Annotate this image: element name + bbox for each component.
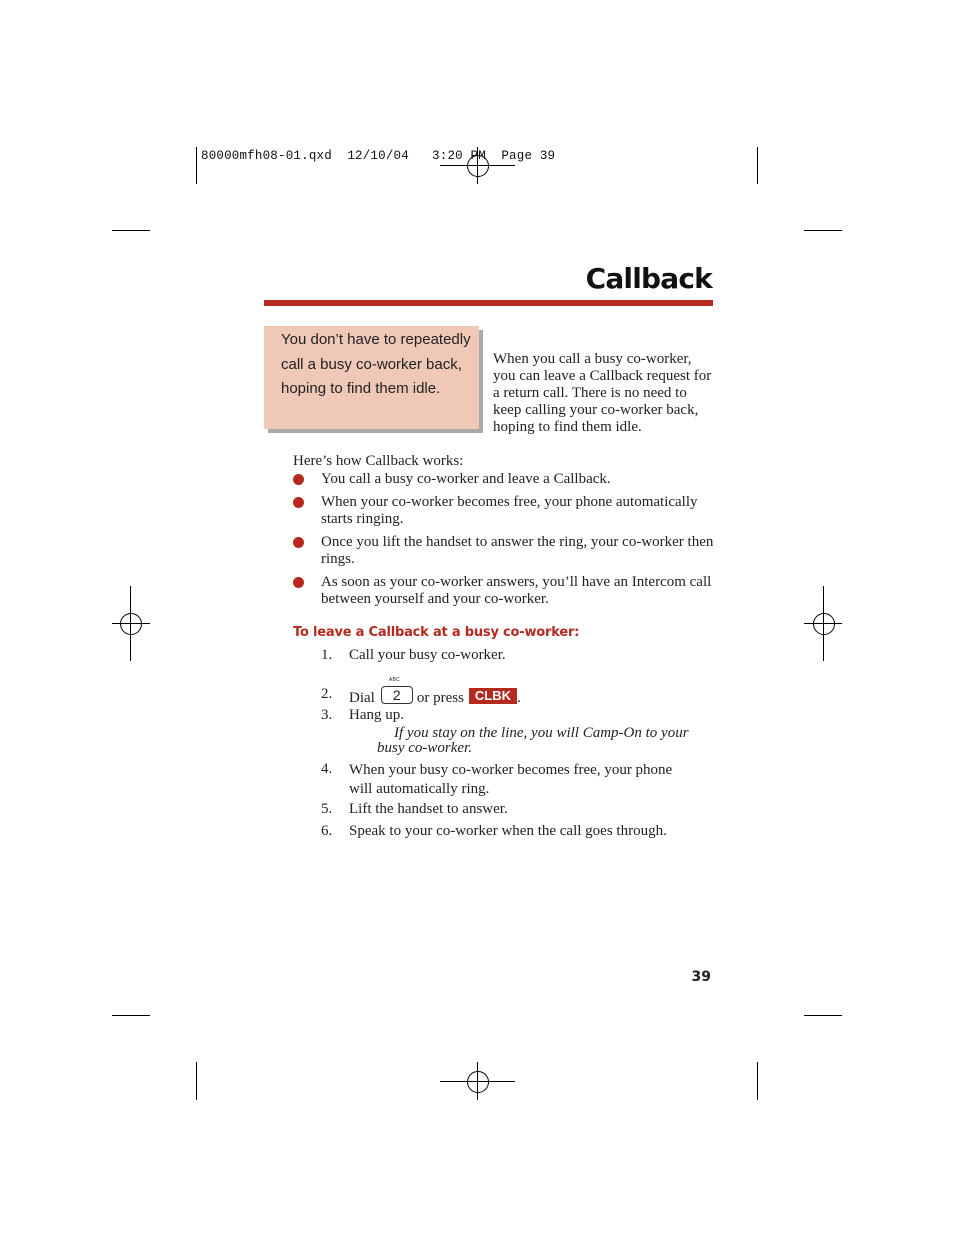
bullet-icon (293, 474, 304, 485)
bullet-icon (293, 577, 304, 588)
registration-mark (813, 613, 835, 635)
or-press-text: or press (416, 690, 464, 706)
crop-mark (757, 1062, 758, 1100)
crop-mark (757, 147, 758, 184)
crop-mark (804, 230, 842, 231)
crop-mark (196, 1062, 197, 1100)
step-5 (321, 801, 719, 818)
print-slug: 80000mfh08-01.qxd 12/10/04 3:20 PM Page 39 (201, 149, 556, 163)
registration-mark (120, 613, 142, 635)
step-2 (321, 677, 719, 707)
registration-mark (467, 1071, 489, 1093)
key-digit: 2 (392, 687, 401, 703)
crop-mark (112, 1015, 150, 1016)
page-number: 39 (691, 969, 711, 985)
list-item (293, 471, 718, 488)
bullet-icon (293, 497, 304, 508)
dial-text: Dial (349, 690, 375, 706)
bullet-text: As soon as your co-worker answers, you’ll have an Intercom call between yourself and your co-worker. (321, 574, 712, 607)
step-end: . (517, 690, 521, 706)
howto-label: Here’s how Callback works: (293, 453, 464, 469)
step-number: 2. (321, 686, 333, 702)
key-letters: ABC (388, 677, 401, 683)
list-item (293, 574, 718, 608)
step-text: Speak to your co-worker when the call goes through. (349, 823, 667, 839)
crop-mark (804, 1015, 842, 1016)
step-text (349, 677, 719, 707)
step-1 (321, 647, 719, 664)
step-number: 3. (321, 707, 333, 723)
bullet-text: When your co-worker becomes free, your phone automatically starts ringing. (321, 494, 698, 527)
step-number: 1. (321, 647, 333, 663)
step-text: Call your busy co-worker. (349, 647, 506, 663)
tip-text: You don’t have to repeatedly call a busy co-worker back, hoping to find them idle. (281, 331, 471, 397)
step-text: Hang up. (349, 707, 404, 723)
intro-paragraph: When you call a busy co-worker, you can leave a Callback request for a return call. There is no need to keep calling your co-worker back, hoping to find them idle. (493, 351, 712, 435)
step-text: When your busy co-worker becomes free, your phone will automatically ring. (349, 762, 673, 797)
list-item (293, 534, 718, 568)
crop-mark (112, 230, 150, 231)
bullet-list (293, 471, 718, 614)
dial-key-icon (381, 677, 413, 704)
bullet-icon (293, 537, 304, 548)
step-4 (321, 761, 694, 799)
crop-mark (196, 147, 197, 184)
step-3 (321, 707, 719, 724)
page-title: Callback (585, 262, 712, 295)
step-number: 4. (321, 761, 333, 777)
step-6 (321, 823, 719, 840)
procedure-heading: To leave a Callback at a busy co-worker: (293, 625, 580, 640)
bullet-text: Once you lift the handset to answer the ring, your co-worker then rings. (321, 534, 714, 567)
tip-box (264, 326, 479, 429)
step-number: 6. (321, 823, 333, 839)
bullet-text: You call a busy co-worker and leave a Callback. (321, 471, 611, 487)
clbk-button-icon: CLBK (469, 688, 517, 704)
camp-on-note: If you stay on the line, you will Camp-On to your busy co-worker. (377, 725, 689, 756)
step-number: 5. (321, 801, 333, 817)
list-item (293, 494, 718, 528)
step-text: Lift the handset to answer. (349, 801, 508, 817)
title-rule (264, 300, 713, 306)
